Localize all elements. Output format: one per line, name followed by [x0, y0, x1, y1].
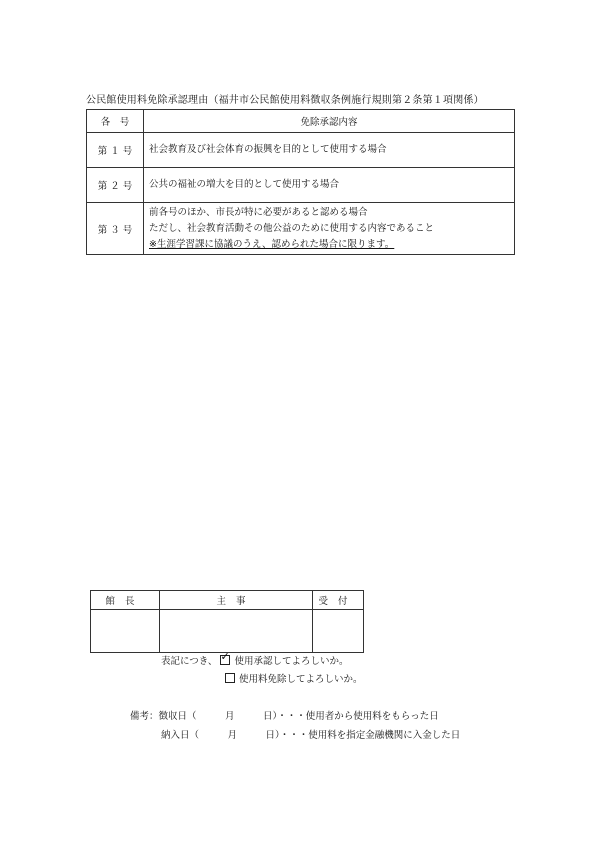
- approval-prefix: 表記につき、: [161, 656, 218, 667]
- approval-option-label: 使用承認してよろしいか。: [234, 656, 349, 667]
- approval-option-use: [161, 650, 349, 667]
- table-row: [87, 168, 515, 203]
- content-line: 前各号のほか、市長が特に必要があると認める場合: [149, 206, 368, 218]
- stamp-header-row: [91, 591, 364, 610]
- column-header-content: 免除承認内容: [144, 110, 515, 133]
- stamp-header-reception: 受付: [313, 591, 364, 610]
- use-approval-checkbox[interactable]: [220, 650, 230, 665]
- item-number: 第 ２ 号: [87, 168, 144, 203]
- item-number: 第 １ 号: [87, 133, 144, 168]
- table-row: [87, 203, 515, 255]
- stamp-box-reception[interactable]: [313, 610, 364, 653]
- form-title: 公民館使用料免除承認理由（福井市公民館使用料徴収条例施行規則第２条第１項関係）: [86, 95, 484, 106]
- stamp-box-officer[interactable]: [160, 610, 313, 653]
- item-number: 第 ３ 号: [87, 203, 144, 255]
- content-line: 公共の福祉の増大を目的として使用する場合: [149, 179, 340, 190]
- fee-exemption-checkbox[interactable]: [225, 673, 235, 683]
- item-content: [144, 133, 515, 168]
- column-header-item: 各 号: [87, 110, 144, 133]
- content-note: ※生涯学習課に協議のうえ、認められた場合に限ります。: [149, 238, 395, 250]
- table-row: [87, 133, 515, 168]
- exemption-reasons-table: [86, 109, 515, 255]
- remarks-payment-date: 納入日（ 月 日）・・・使用料を指定金融機関に入金した日: [161, 730, 461, 741]
- approval-option-exemption: [222, 671, 363, 685]
- stamp-box-row: [91, 610, 364, 653]
- item-content: [144, 168, 515, 203]
- check-mark-icon: ✓: [220, 650, 230, 663]
- stamp-header-officer: 主事: [160, 591, 313, 610]
- content-line: 社会教育及び社会体育の振興を目的として使用する場合: [149, 144, 387, 155]
- table-header-row: [87, 110, 515, 133]
- remarks-collection-date: 備考：徴収日（ 月 日）・・・使用者から使用料をもらった日: [130, 711, 439, 722]
- content-line: ただし、社会教育活動その他公益のために使用する内容であること: [149, 222, 435, 234]
- item-content: [144, 203, 515, 255]
- stamp-box-director[interactable]: [91, 610, 160, 653]
- stamp-header-director: 館長: [91, 591, 160, 610]
- approval-stamp-table: [90, 590, 364, 653]
- approval-option-label: 使用料免除してよろしいか。: [239, 674, 363, 685]
